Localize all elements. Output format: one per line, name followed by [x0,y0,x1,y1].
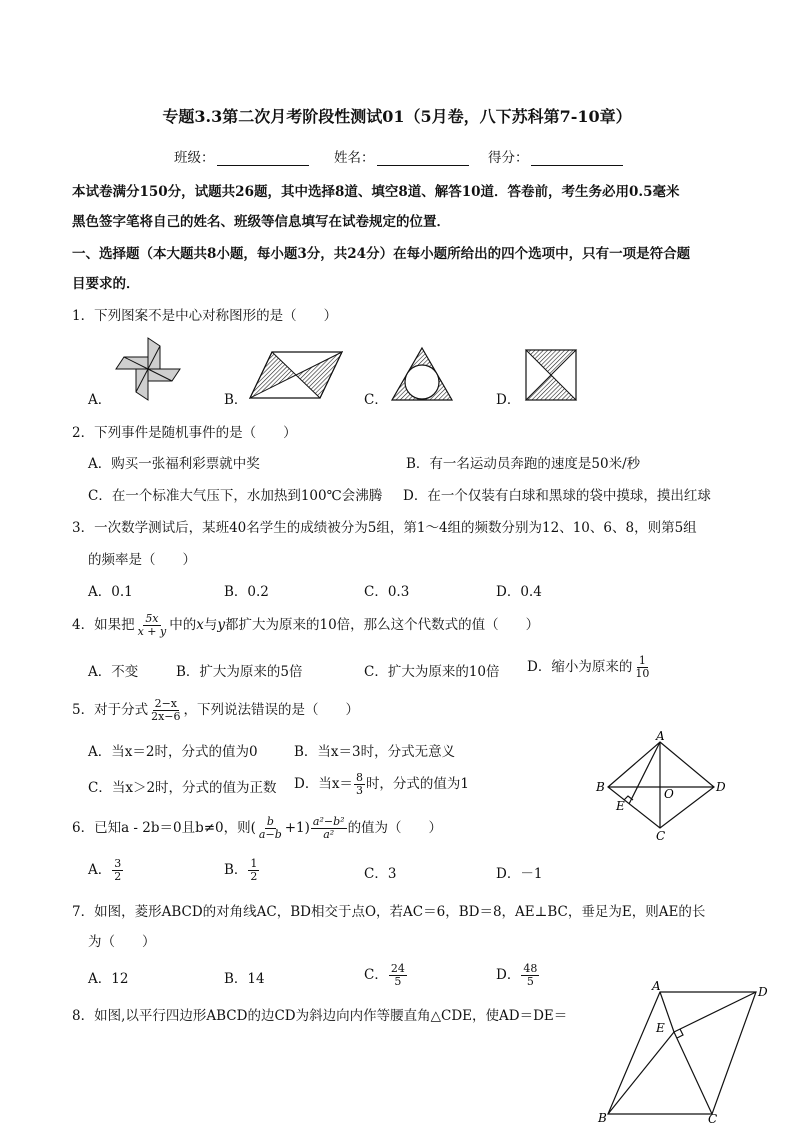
q4-stem-mid2: 与 [203,617,218,633]
q4-option-d-text: D．缩小为原来的 [527,659,633,675]
q4-var-x: x [196,617,204,633]
q4-d-num: 1 [638,654,646,667]
q6-fraction-2 [311,816,347,841]
q1-option-b: B． [224,392,248,408]
q3-stem-line-1: 3．一次数学测试后，某班40名学生的成绩被分为5组，第1～4组的频数分别为12、10、6、8，则第5组 [72,520,697,536]
q7-d-num: 48 [523,962,538,975]
q6-option-c: C．3 [364,866,397,882]
q2-option-c: C．在一个标准大气压下，水加热到100℃会沸腾 [88,488,383,504]
q6-f1-num: b [266,815,274,828]
q7-c-den: 5 [394,975,402,988]
q6-stem-post: 的值为（ ） [347,820,443,836]
rhombus-figure [594,730,726,842]
q5-option-b: B．当x＝3时，分式无意义 [294,744,456,760]
q3-option-c: C．0.3 [364,584,410,600]
q7-option-d-text: D． [496,967,521,983]
intro-line-2: 黑色签字笔将自己的姓名、班级等信息填写在试卷规定的位置． [72,214,450,230]
q2-option-d: D．在一个仅装有白球和黑球的袋中摸球，摸出红球 [403,488,711,504]
intro-line-1: 本试卷满分150分，试题共26题，其中选择8道、填空8道、解答10道．答卷前，考生务必用0.5毫米 [72,184,680,200]
q4-d-den: 10 [635,667,650,680]
q6-option-a-fraction [112,858,123,883]
q5-d-den: 3 [355,784,363,797]
q6-a-num: 3 [114,857,122,870]
q7-option-c [364,955,408,995]
fig7-label-o: O [664,787,674,801]
q6-option-b-fraction [248,858,259,883]
q4-stem-mid1: 中的 [169,617,197,633]
parallelogram-figure [248,350,344,400]
q5-fraction-den: 2x−6 [151,710,181,723]
fig8-label-d: D [758,985,768,999]
q4-option-d [527,648,652,686]
q1-option-c: C． [364,392,388,408]
q7-option-b: B．14 [224,971,265,987]
q3-stem-line-2: 的频率是（ ） [88,552,196,568]
q6-f2-den: a² [323,828,335,841]
q5-option-d-pre: D．当x＝ [294,776,353,792]
q5-fraction [149,698,182,723]
class-field [174,146,309,166]
q2-option-b: B．有一名运动员奔跑的速度是50米/秒 [406,456,641,472]
pinwheel-figure [114,336,182,402]
triangle-circle-figure [390,346,454,402]
page-title: 专题3.3第二次月考阶段性测试01（5月卷，八下苏科第7-10章） [162,107,632,126]
parallelogram-triangle-figure [594,976,774,1123]
fig7-label-c: C [656,829,666,842]
q4-option-a: A．不变 [88,664,139,680]
score-label: 得分： [488,150,529,166]
q2-option-a: A．购买一张福利彩票就中奖 [88,456,260,472]
q4-fraction [136,613,169,638]
q3-option-a: A．0.1 [88,584,133,600]
q6-option-b-text: B． [224,862,248,878]
name-blank [377,151,469,166]
q4-fraction-num: 5x [145,612,159,625]
q5-option-d-post: 时，分式的值为1 [365,776,470,792]
q7-stem-line-2: 为（ ） [88,934,156,950]
section1-line-2: 目要求的． [72,276,140,292]
q5-option-d [294,765,469,803]
q5-option-a: A．当x＝2时，分式的值为0 [88,744,258,760]
fig8-label-a: A [652,979,661,993]
fig8-label-c: C [708,1112,718,1123]
q7-option-d-fraction [521,963,539,988]
fig8-label-e: E [656,1021,665,1035]
q6-stem-pre: 6．已知a - 2b＝0且b≠0，则( [72,820,256,836]
q3-option-b: B．0.2 [224,584,269,600]
q5-fraction-num: 2−x [154,697,178,710]
q6-stem [72,808,442,848]
q4-var-y: y [217,617,225,633]
q4-option-c: C．扩大为原来的10倍 [364,664,500,680]
score-blank [531,151,623,166]
q1-stem: 1．下列图案不是中心对称图形的是（ ） [72,308,338,324]
q4-stem-pre: 4．如果把 [72,617,135,633]
q4-fraction-den: x + y [137,625,167,638]
class-blank [217,151,309,166]
q5-d-num: 8 [355,771,363,784]
fig7-label-e: E [616,799,625,813]
q7-option-c-text: C． [364,967,388,983]
q6-option-d: D．－1 [496,866,543,882]
fig7-label-b: B [596,780,605,794]
q6-stem-mid: +1) [284,820,310,836]
q7-d-den: 5 [526,975,534,988]
q5-stem-post: ，下列说法错误的是（ ） [183,702,360,718]
q7-stem-line-1: 7．如图，菱形ABCD的对角线AC，BD相交于点O，若AC＝6，BD＝8，AE⊥BC，垂足为E，则AE的长 [72,904,706,920]
q6-fraction-1 [257,816,284,841]
class-label: 班级： [174,150,215,166]
q6-option-a-text: A． [88,862,112,878]
q4-option-b: B．扩大为原来的5倍 [176,664,303,680]
q7-c-num: 24 [390,962,405,975]
name-label: 姓名： [334,150,375,166]
q6-f2-num: a²−b² [312,815,345,828]
q2-stem: 2．下列事件是随机事件的是（ ） [72,425,297,441]
section1-line-1: 一、选择题（本大题共8小题，每小题3分，共24分）在每小题所给出的四个选项中，只有一项是符合题 [72,246,691,262]
q7-option-a: A．12 [88,971,129,987]
q1-option-a: A． [88,392,112,408]
fig7-label-a: A [656,730,665,743]
q3-option-d: D．0.4 [496,584,542,600]
fig8-label-b: B [598,1111,607,1123]
q5-option-c: C．当x＞2时，分式的值为正数 [88,780,277,796]
q4-stem [72,606,539,644]
q8-stem: 8．如图,以平行四边形ABCD的边CD为斜边向内作等腰直角△CDE，使AD＝DE＝ [72,1008,568,1024]
name-field [334,146,469,166]
q5-stem [72,691,359,729]
square-diagonals-figure [524,348,578,402]
q6-option-a [88,850,124,890]
q6-a-den: 2 [114,870,122,883]
q1-option-d: D． [496,392,521,408]
q7-option-d [496,955,540,995]
q5-stem-pre: 5．对于分式 [72,702,149,718]
q4-option-d-fraction [633,655,651,680]
q6-b-num: 1 [250,857,258,870]
fig7-label-d: D [716,780,726,794]
q6-b-den: 2 [250,870,258,883]
q7-option-c-fraction [389,963,407,988]
q4-stem-post: 都扩大为原来的10倍，那么这个代数式的值（ ） [225,617,540,633]
score-field [488,146,623,166]
q6-option-b [224,850,260,890]
q5-option-d-fraction [354,772,365,797]
q6-f1-den: a−b [258,828,282,841]
